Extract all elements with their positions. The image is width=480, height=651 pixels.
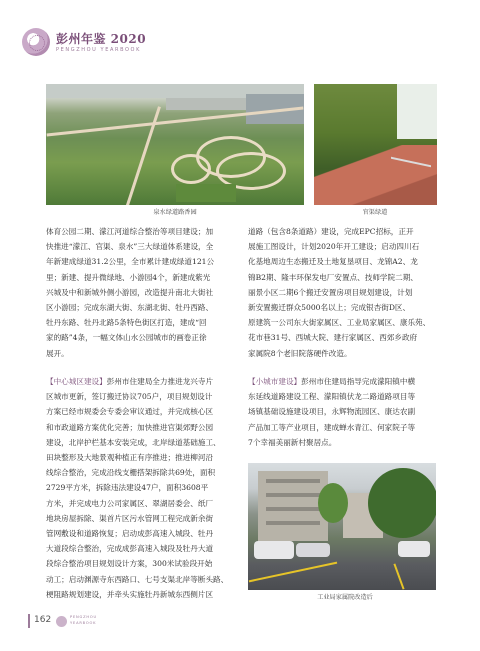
page-number: 162 xyxy=(34,615,52,625)
header-subtitle: PENGZHOU YEARBOOK xyxy=(56,47,141,53)
footer-brand-line2: YEARBOOK xyxy=(70,621,97,625)
text-column-right-top xyxy=(248,224,440,361)
footer-divider xyxy=(28,614,30,628)
section-central-city-construction xyxy=(46,374,238,602)
text-line: 家属院8个老旧院落硬件改造。 xyxy=(248,348,352,358)
text-line: 化基地周边生态搬迁及土地复垦项目、龙锦A2、龙 xyxy=(248,257,418,267)
header-title: 彭州年鉴 2020 xyxy=(56,32,147,46)
text-line: 丽景小区二期6个搬迁安置房项目规划建设，计划 xyxy=(248,287,413,297)
text-line: 线综合整治，完成沿线支栅搭架拆除共69处，面积 xyxy=(46,468,216,478)
text-line: 家的路”4条，一幅文体山水公园城市的画卷正徐 xyxy=(46,333,207,343)
text-line: 兴城及中和新城外侧小游园，改造提升南北大街社 xyxy=(46,287,214,297)
text-line: 区城市更新，签订搬迁协议705户，项目规划设计 xyxy=(46,392,213,402)
photo-guanqu-greenway xyxy=(314,84,437,205)
text-line: 建设，北岸护栏基本安装完成，北岸绿道基础施工、 xyxy=(46,437,221,447)
photo-industrial-bureau-residence xyxy=(248,463,436,590)
footer-brand-line1: PENGZHOU xyxy=(70,615,97,619)
section-tag-central: 【中心城区建设】 xyxy=(46,377,107,386)
text-line: 2729平方米，拆除违法建设47户，面积3608平 xyxy=(46,483,209,493)
text-line: 产品加工等产业项目，建成蝉水青江、何家院子等 xyxy=(248,422,416,432)
text-line: 动工；启动渊源寺东西路口、七号支渠北岸等断头路、 xyxy=(46,574,229,584)
text-line: 彭州市住建局指导完成濛阳镇中横 xyxy=(301,377,416,386)
text-line: 展开。 xyxy=(46,348,69,358)
caption-photo1: 泉水绿道路香园 xyxy=(153,209,197,216)
text-line: 体育公园二期、濛江河道综合整治等项目建设；加 xyxy=(46,227,214,236)
text-line: 区小游园；完成东湖大街、东湖北街、牡丹西路、 xyxy=(46,303,214,313)
footer-logo-icon xyxy=(56,616,67,627)
text-line: 场镇基础设施建设项目，永辉物流园区、康达农副 xyxy=(248,407,416,417)
page-header xyxy=(22,28,222,60)
text-line: 地块房屋拆除、渠首片区污水管网工程完成新余街 xyxy=(46,513,214,523)
text-line: 里；新建、提升微绿地、小游园4个，新建成紫光 xyxy=(46,272,211,282)
section-small-city-construction xyxy=(248,374,440,450)
caption-photo2: 官渠绿道 xyxy=(362,209,388,216)
text-line: 锦B2期、隆丰环保发电厂安置点、技师学院二期、 xyxy=(248,272,418,282)
text-line: 方案已经市规委会专委会审议通过，并完成核心区 xyxy=(46,407,214,417)
text-line: 和市政道路方案优化完善；加快推进官渠郊野公园 xyxy=(46,422,214,432)
text-line: 7个幸福美丽新村聚居点。 xyxy=(248,437,337,447)
caption-photo3: 工业局家属院改造后 xyxy=(317,594,373,601)
text-column-left-top xyxy=(46,224,238,361)
section-tag-small-city: 【小城市建设】 xyxy=(248,377,302,386)
text-line: 快推进“濛江、官渠、泉水”三大绿道体系建设，全 xyxy=(46,242,214,252)
photo-quanshui-greenway xyxy=(46,84,304,205)
text-line: 田块整形及大地景观种植正有序推进；推进柳河沿 xyxy=(46,453,214,463)
text-line: 段综合整治项目规划设计方案，300米试验段开始 xyxy=(46,559,213,569)
text-line: 新安置搬迁群众5000名以上；完成银杏街D区、 xyxy=(248,303,411,313)
text-line: 花市巷31号、西城大院、建行家属区、西郊乡政府 xyxy=(248,333,418,343)
text-line: 彭州市住建局全力推进龙兴寺片 xyxy=(106,377,214,386)
text-line: 年新建成绿道31.2公里，全市累计建成绿道121公 xyxy=(46,257,215,267)
text-line: 东延线道路建设工程、濛阳镇伏龙二路道路项目等 xyxy=(248,392,416,402)
text-line: 牡丹东路、牡丹北路5条特色街区打造，建成“回 xyxy=(46,318,207,328)
page-footer xyxy=(28,612,228,632)
text-line: 方米，并完成电力公司家属区、翠湖居委会、纸厂 xyxy=(46,498,214,508)
text-line: 管网敷设和道路恢复；启动成彭高速入城段、牡丹 xyxy=(46,529,214,539)
yearbook-logo-icon xyxy=(22,28,50,56)
text-line: 展施工图设计，计划2020年开工建设；启动四川石 xyxy=(248,242,420,252)
text-line: 梗阻路规划建设，并牵头实施牡丹新城东西侧片区 xyxy=(46,589,214,599)
text-line: 原建筑一公司东大街家属区、工业局家属区、康乐苑、 xyxy=(248,318,431,328)
text-line: 大道段综合整治，完成成彭高速入城段及牡丹大道 xyxy=(46,544,214,554)
text-line: 道路（包含8条道路）建设，完成EPC招标，正开 xyxy=(248,227,414,236)
